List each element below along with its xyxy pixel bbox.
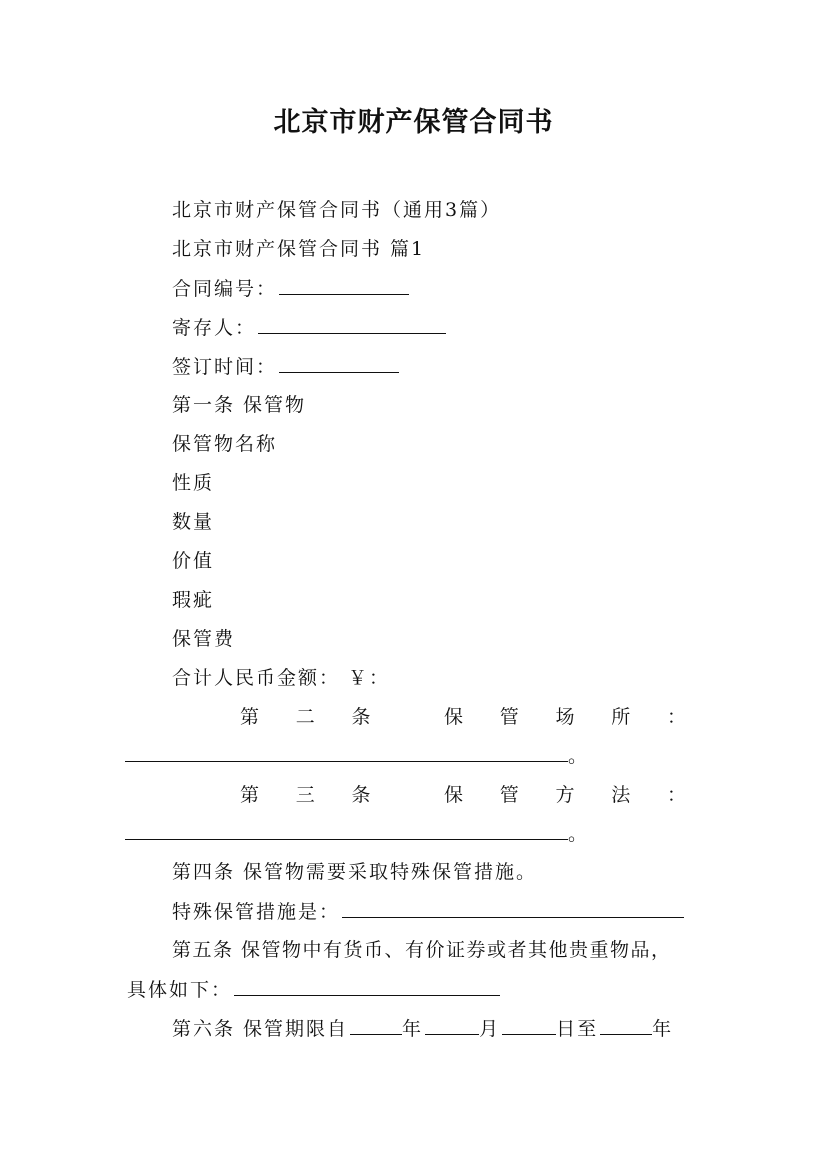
- item-name: 保管物名称: [172, 433, 278, 455]
- article-3-char: 保: [443, 784, 463, 806]
- depositor-label: 寄存人：: [172, 317, 257, 339]
- end-year-blank[interactable]: [600, 1016, 652, 1035]
- storage-method-blank[interactable]: [125, 821, 568, 840]
- depositor-line: [172, 315, 446, 340]
- start-month-blank[interactable]: [425, 1016, 479, 1035]
- period: 。: [568, 745, 588, 767]
- item-fee: 保管费: [172, 628, 236, 650]
- sign-time-label: 签订时间：: [172, 356, 278, 378]
- article-2-char: 管: [499, 706, 519, 728]
- month-label: 月: [479, 1018, 501, 1040]
- depositor-blank[interactable]: [258, 315, 446, 334]
- contract-number-line: [172, 276, 409, 301]
- article-3-char: 方: [555, 784, 575, 806]
- document-subtitle: 北京市财产保管合同书（通用3篇）: [172, 199, 502, 221]
- year-label: 年: [652, 1018, 674, 1040]
- article-2-char: ：: [666, 706, 686, 728]
- article-2-char: 条: [351, 706, 371, 728]
- article-2-char: 二: [295, 706, 315, 728]
- contract-number-blank[interactable]: [279, 276, 409, 295]
- article-3: [240, 783, 686, 807]
- article-3-char: 第: [240, 784, 260, 806]
- article-3-char: 法: [611, 784, 631, 806]
- article-1: 第一条 保管物: [172, 394, 307, 416]
- article-4: 第四条 保管物需要采取特殊保管措施。: [172, 861, 538, 883]
- details-blank[interactable]: [234, 977, 500, 996]
- article-2: [240, 705, 686, 729]
- document-title: 北京市财产保管合同书: [273, 107, 554, 138]
- item-nature: 性质: [172, 472, 215, 494]
- article-2-char: 第: [240, 706, 260, 728]
- article-5: 第五条 保管物中有货币、有价证券或者其他贵重物品，: [172, 939, 672, 961]
- article-5-continuation: [127, 977, 500, 1002]
- total-amount: 合计人民币金额： ￥：: [172, 667, 391, 689]
- special-measures-label: 特殊保管措施是：: [172, 901, 341, 923]
- start-day-blank[interactable]: [502, 1016, 556, 1035]
- item-value: 价值: [172, 550, 215, 572]
- article-3-char: ：: [666, 784, 686, 806]
- article-2-char: 所: [611, 706, 631, 728]
- start-year-blank[interactable]: [350, 1016, 402, 1035]
- storage-place-blank[interactable]: [125, 743, 568, 762]
- item-quantity: 数量: [172, 511, 215, 533]
- year-label: 年: [402, 1018, 424, 1040]
- special-measures-line: [172, 899, 684, 924]
- item-defect: 瑕疵: [172, 589, 215, 611]
- details-label: 具体如下：: [127, 979, 233, 1001]
- article-3-char: 管: [499, 784, 519, 806]
- sign-time-blank[interactable]: [279, 354, 399, 373]
- article-6: [172, 1016, 673, 1041]
- storage-place-line: [125, 743, 587, 768]
- article-3-char: 三: [295, 784, 315, 806]
- section-heading: 北京市财产保管合同书 篇1: [172, 238, 426, 260]
- article-2-char: 场: [555, 706, 575, 728]
- storage-method-line: [125, 821, 587, 846]
- article-2-char: 保: [443, 706, 463, 728]
- article-6-prefix: 第六条 保管期限自: [172, 1018, 349, 1040]
- article-3-char: 条: [351, 784, 371, 806]
- day-to-label: 日至: [556, 1018, 599, 1040]
- contract-number-label: 合同编号：: [172, 278, 278, 300]
- period: 。: [568, 823, 588, 845]
- special-measures-blank[interactable]: [342, 899, 684, 918]
- sign-time-line: [172, 354, 399, 379]
